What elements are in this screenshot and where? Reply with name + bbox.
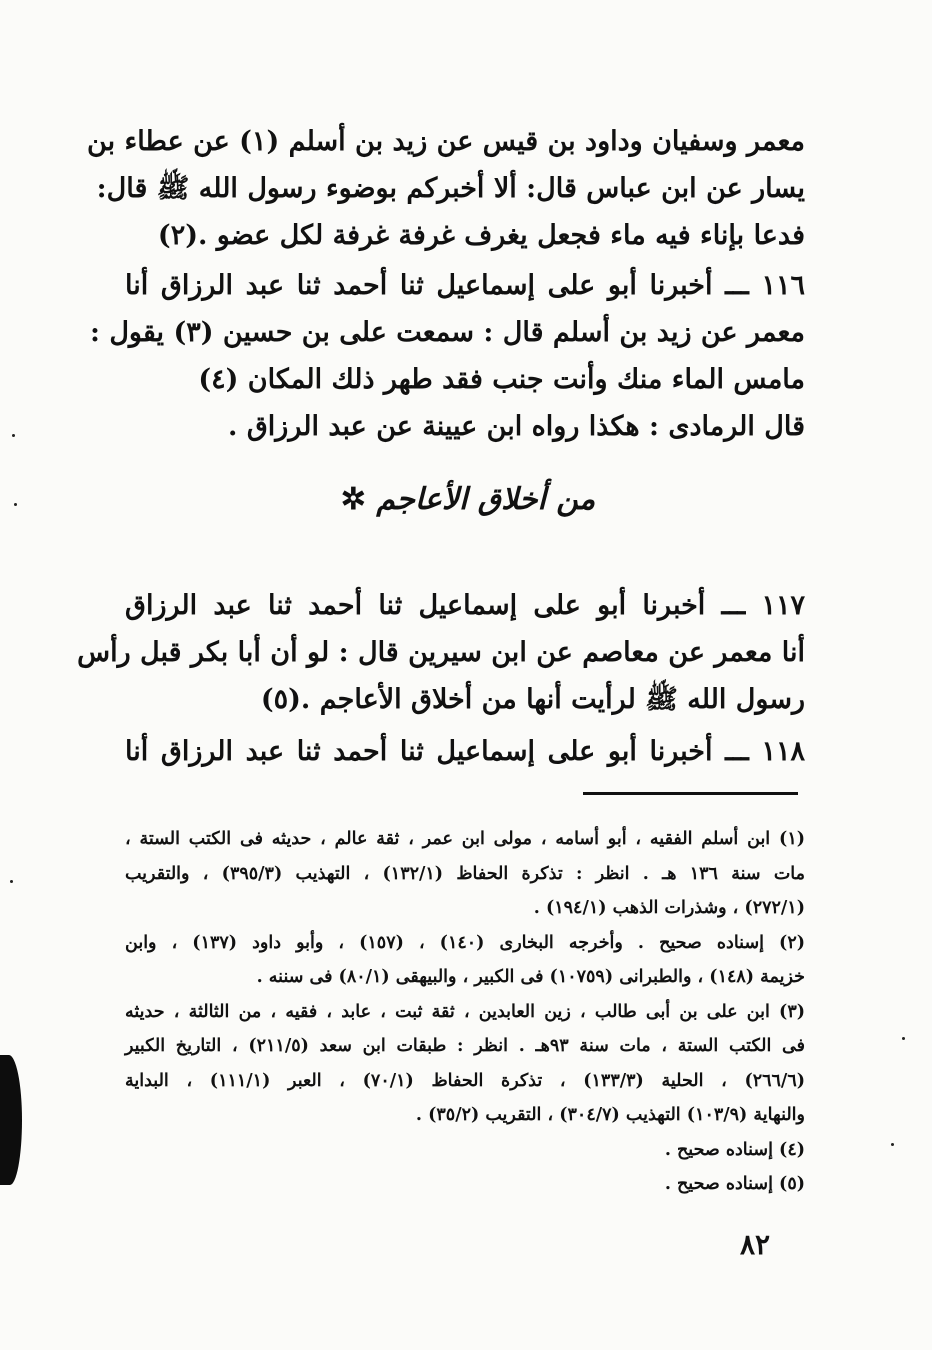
footnote-line: خزيمة (١٤٨) ، والطبرانى (١٠٧٥٩) فى الكبير ، والبيهقى (٨٠/١) فى سننه .	[256, 967, 805, 987]
scan-speck	[12, 434, 15, 437]
page-number: ٨٢	[739, 1228, 771, 1261]
scan-speck	[902, 1037, 905, 1040]
footnote-line: (٤) إسناده صحيح .	[664, 1139, 805, 1160]
paragraph-top	[87, 118, 805, 259]
text-line: معمر وسفيان وداود بن قيس عن زيد بن أسلم (١) عن عطاء بن	[87, 126, 805, 157]
footnote-line: (١) ابن أسلم الفقيه ، أبو أسامه ، مولى ابن عمر ، ثقة عالم ، حديثه فى الكتب الستة ،	[125, 829, 805, 849]
footnote-line: (٥) إسناده صحيح .	[664, 1174, 805, 1194]
ornament-icon: ✲	[340, 482, 366, 517]
scan-edge-blot	[0, 1055, 22, 1185]
text-line: أنا معمر عن معاصم عن ابن سيرين قال : لو أن أبا بكر قبل رأس	[77, 637, 805, 668]
text-line: ١١٨ ـــ أخبرنا أبو على إسماعيل ثنا أحمد ثنا عبد الرزاق أنا	[125, 736, 805, 767]
text-line: ١١٧ ـــ أخبرنا أبو على إسماعيل ثنا أحمد ثنا عبد الرزاق	[125, 590, 805, 621]
section-title: من أخلاق الأعاجم	[376, 482, 596, 517]
hadith-118	[125, 728, 805, 775]
scan-speck	[14, 503, 17, 506]
footnote-separator	[583, 792, 798, 795]
footnote-line: (٢٧٢/١) ، وشذرات الذهب (١٩٤/١) .	[533, 898, 805, 918]
text-line: معمر عن زيد بن أسلم قال : سمعت على بن حسين (٣) يقول :	[89, 317, 805, 348]
footnote-line: (٢) إسناده صحيح . وأخرجه البخارى (١٤٠) ، (١٥٧) ، وأبو داود (١٣٧) ، وابن	[125, 932, 806, 953]
footnote-line: فى الكتب الستة ، مات سنة ٩٣هـ . انظر : طبقات ابن سعد (٢١١/٥) ، التاريخ الكبير	[125, 1036, 805, 1056]
text-line: رسول الله ﷺ لرأيت أنها من أخلاق الأعاجم .(٥)	[260, 684, 805, 715]
text-line: قال الرمادى : هكذا رواه ابن عيينة عن عبد الرزاق .	[228, 411, 805, 442]
footnotes	[125, 822, 805, 1202]
scan-speck	[891, 1143, 894, 1146]
text-line: يسار عن ابن عباس قال: ألا أخبركم بوضوء رسول الله ﷺ قال:	[96, 173, 805, 204]
footnote-line: مات سنة ١٣٦ هـ . انظر : تذكرة الحفاظ (١٣٢/١) ، التهذيب (٣٩٥/٣) ، والتقريب	[125, 863, 805, 884]
section-heading	[125, 472, 805, 528]
text-line: مامس الماء منك وأنت جنب فقد طهر ذلك المكان (٤)	[198, 364, 805, 395]
text-line: فدعا بإناء فيه ماء فجعل يغرف غرفة غرفة لكل عضو .(٢)	[157, 220, 805, 251]
text-line: ١١٦ ـــ أخبرنا أبو على إسماعيل ثنا أحمد ثنا عبد الرزاق أنا	[125, 270, 805, 301]
hadith-116	[89, 262, 805, 450]
footnote-line: والنهاية (١٠٣/٩) التهذيب (٣٠٤/٧) ، التقريب (٣٥/٢) .	[415, 1105, 805, 1125]
footnote-line: (٣) ابن على بن أبى طالب ، زين العابدين ، ثقة ثبت ، عابد ، فقيه ، من الثالثة ، حديثه	[125, 1001, 805, 1022]
hadith-117	[77, 582, 805, 723]
footnote-line: (٢٦٦/٦) ، الحلية (١٣٣/٣) ، تذكرة الحفاظ (٧٠/١) ، العبر (١١١/١) ، البداية	[125, 1070, 806, 1091]
scan-speck	[10, 880, 13, 883]
